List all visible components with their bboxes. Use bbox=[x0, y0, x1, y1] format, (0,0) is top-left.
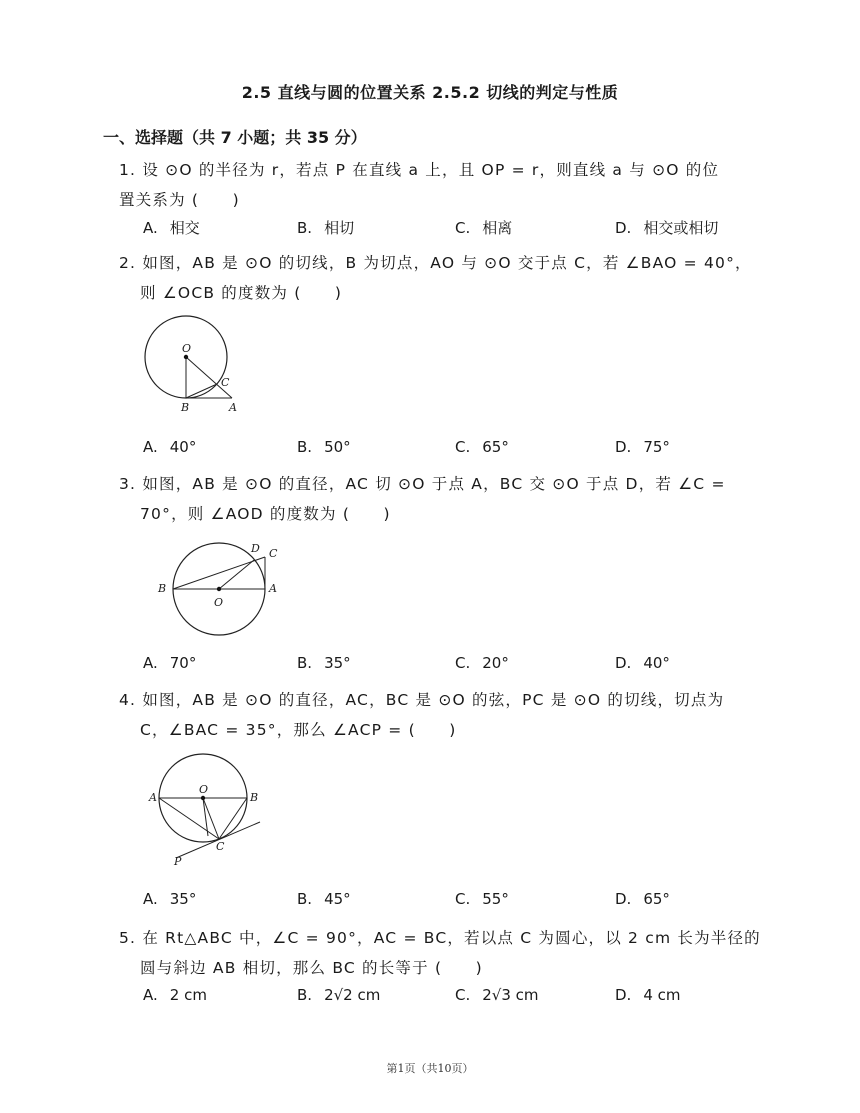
page-footer: 第1页（共10页） bbox=[386, 1062, 474, 1075]
q5-option-c[interactable] bbox=[455, 986, 539, 1004]
question-1-line-2: 置关系为 ( ) bbox=[119, 191, 240, 209]
q4-option-b[interactable] bbox=[297, 890, 351, 908]
option-text: 相交或相切 bbox=[643, 219, 719, 237]
option-text: 45° bbox=[324, 890, 351, 908]
label-b: B bbox=[181, 401, 190, 414]
q1-option-d[interactable] bbox=[615, 217, 718, 238]
option-label: B. bbox=[297, 219, 313, 237]
q1-option-a[interactable] bbox=[143, 217, 200, 238]
option-label: C. bbox=[455, 219, 471, 237]
option-label: D. bbox=[615, 890, 632, 908]
option-label: D. bbox=[615, 986, 632, 1004]
option-text: 70° bbox=[169, 654, 197, 672]
segment-bc bbox=[186, 384, 217, 398]
chord-bc bbox=[219, 798, 247, 839]
option-text: 相离 bbox=[482, 219, 513, 237]
label-o: O bbox=[182, 342, 192, 355]
q2-option-c[interactable] bbox=[455, 438, 509, 456]
option-text: 35° bbox=[324, 654, 351, 672]
figure-q3 bbox=[150, 535, 290, 650]
option-text: 相切 bbox=[324, 219, 355, 237]
option-label: A. bbox=[143, 438, 158, 456]
q1-option-c[interactable] bbox=[455, 217, 512, 238]
option-label: A. bbox=[143, 219, 158, 237]
option-label: D. bbox=[615, 654, 632, 672]
option-label: B. bbox=[297, 438, 313, 456]
option-label: C. bbox=[455, 438, 471, 456]
center-dot bbox=[217, 587, 221, 591]
label-p: P bbox=[174, 855, 182, 868]
label-a: A bbox=[149, 791, 157, 804]
option-label: A. bbox=[143, 986, 158, 1004]
label-c: C bbox=[216, 840, 225, 853]
option-label: D. bbox=[615, 438, 632, 456]
question-4-line-1: 4. 如图，AB 是 ⊙O 的直径，AC，BC 是 ⊙O 的弦，PC 是 ⊙O 的切线，切点为 bbox=[119, 691, 725, 709]
center-dot bbox=[201, 796, 205, 800]
label-b: B bbox=[158, 582, 167, 595]
option-text: 2√2 cm bbox=[324, 986, 381, 1004]
option-label: C. bbox=[455, 654, 471, 672]
option-text: 75° bbox=[643, 438, 670, 456]
question-4-line-2: C，∠BAC = 35°，那么 ∠ACP = ( ) bbox=[140, 721, 457, 739]
label-o: O bbox=[199, 783, 209, 796]
option-text: 相交 bbox=[169, 219, 200, 237]
q3-option-b[interactable] bbox=[297, 654, 351, 672]
label-a: A bbox=[269, 582, 277, 595]
q2-option-b[interactable] bbox=[297, 438, 351, 456]
question-3-line-1: 3. 如图，AB 是 ⊙O 的直径，AC 切 ⊙O 于点 A，BC 交 ⊙O 于点 D，若 ∠C = bbox=[119, 475, 726, 493]
q3-option-a[interactable] bbox=[143, 654, 196, 672]
q5-option-d[interactable] bbox=[615, 986, 681, 1004]
center-dot bbox=[184, 355, 188, 359]
question-1-line-1: 1. 设 ⊙O 的半径为 r，若点 P 在直线 a 上，且 OP = r，则直线 a 与 ⊙O 的位 bbox=[119, 161, 720, 179]
q4-option-a[interactable] bbox=[143, 890, 196, 908]
chord-ac bbox=[159, 798, 219, 839]
q3-option-d[interactable] bbox=[615, 654, 670, 672]
q5-option-b[interactable] bbox=[297, 986, 380, 1004]
option-text: 40° bbox=[169, 438, 197, 456]
option-label: A. bbox=[143, 890, 158, 908]
option-text: 4 cm bbox=[643, 986, 681, 1004]
section-heading: 一、选择题（共 7 小题；共 35 分） bbox=[103, 128, 367, 147]
option-label: B. bbox=[297, 986, 313, 1004]
q3-option-c[interactable] bbox=[455, 654, 509, 672]
option-label: B. bbox=[297, 890, 313, 908]
question-5-line-1: 5. 在 Rt△ABC 中，∠C = 90°，AC = BC，若以点 C 为圆心，以 2 cm 长为半径的 bbox=[119, 929, 761, 947]
figure-q4 bbox=[140, 750, 270, 870]
q5-option-a[interactable] bbox=[143, 986, 207, 1004]
page-title: 2.5 直线与圆的位置关系 2.5.2 切线的判定与性质 bbox=[241, 83, 619, 102]
option-text: 20° bbox=[482, 654, 509, 672]
label-d: D bbox=[251, 542, 260, 555]
option-text: 2√3 cm bbox=[482, 986, 539, 1004]
q1-option-b[interactable] bbox=[297, 217, 354, 238]
question-2-line-1: 2. 如图，AB 是 ⊙O 的切线，B 为切点，AO 与 ⊙O 交于点 C，若 ∠BAO = 40°， bbox=[119, 254, 752, 272]
option-text: 55° bbox=[482, 890, 509, 908]
option-label: D. bbox=[615, 219, 632, 237]
question-2-line-2: 则 ∠OCB 的度数为 ( ) bbox=[140, 284, 343, 302]
label-o: O bbox=[214, 596, 224, 609]
figure-q2 bbox=[130, 310, 260, 420]
option-label: C. bbox=[455, 890, 471, 908]
label-c: C bbox=[269, 547, 278, 560]
question-3-line-2: 70°，则 ∠AOD 的度数为 ( ) bbox=[140, 505, 391, 523]
option-text: 65° bbox=[643, 890, 670, 908]
q4-option-c[interactable] bbox=[455, 890, 509, 908]
option-text: 50° bbox=[324, 438, 351, 456]
label-c: C bbox=[221, 376, 230, 389]
option-text: 2 cm bbox=[169, 986, 207, 1004]
q2-option-d[interactable] bbox=[615, 438, 670, 456]
option-label: B. bbox=[297, 654, 313, 672]
option-text: 35° bbox=[169, 890, 197, 908]
option-text: 40° bbox=[643, 654, 670, 672]
label-a: A bbox=[229, 401, 237, 414]
option-label: C. bbox=[455, 986, 471, 1004]
question-5-line-2: 圆与斜边 AB 相切，那么 BC 的长等于 ( ) bbox=[140, 959, 483, 977]
option-label: A. bbox=[143, 654, 158, 672]
segment-od bbox=[219, 560, 254, 589]
q2-option-a[interactable] bbox=[143, 438, 196, 456]
q4-option-d[interactable] bbox=[615, 890, 670, 908]
option-text: 65° bbox=[482, 438, 509, 456]
label-b: B bbox=[250, 791, 259, 804]
